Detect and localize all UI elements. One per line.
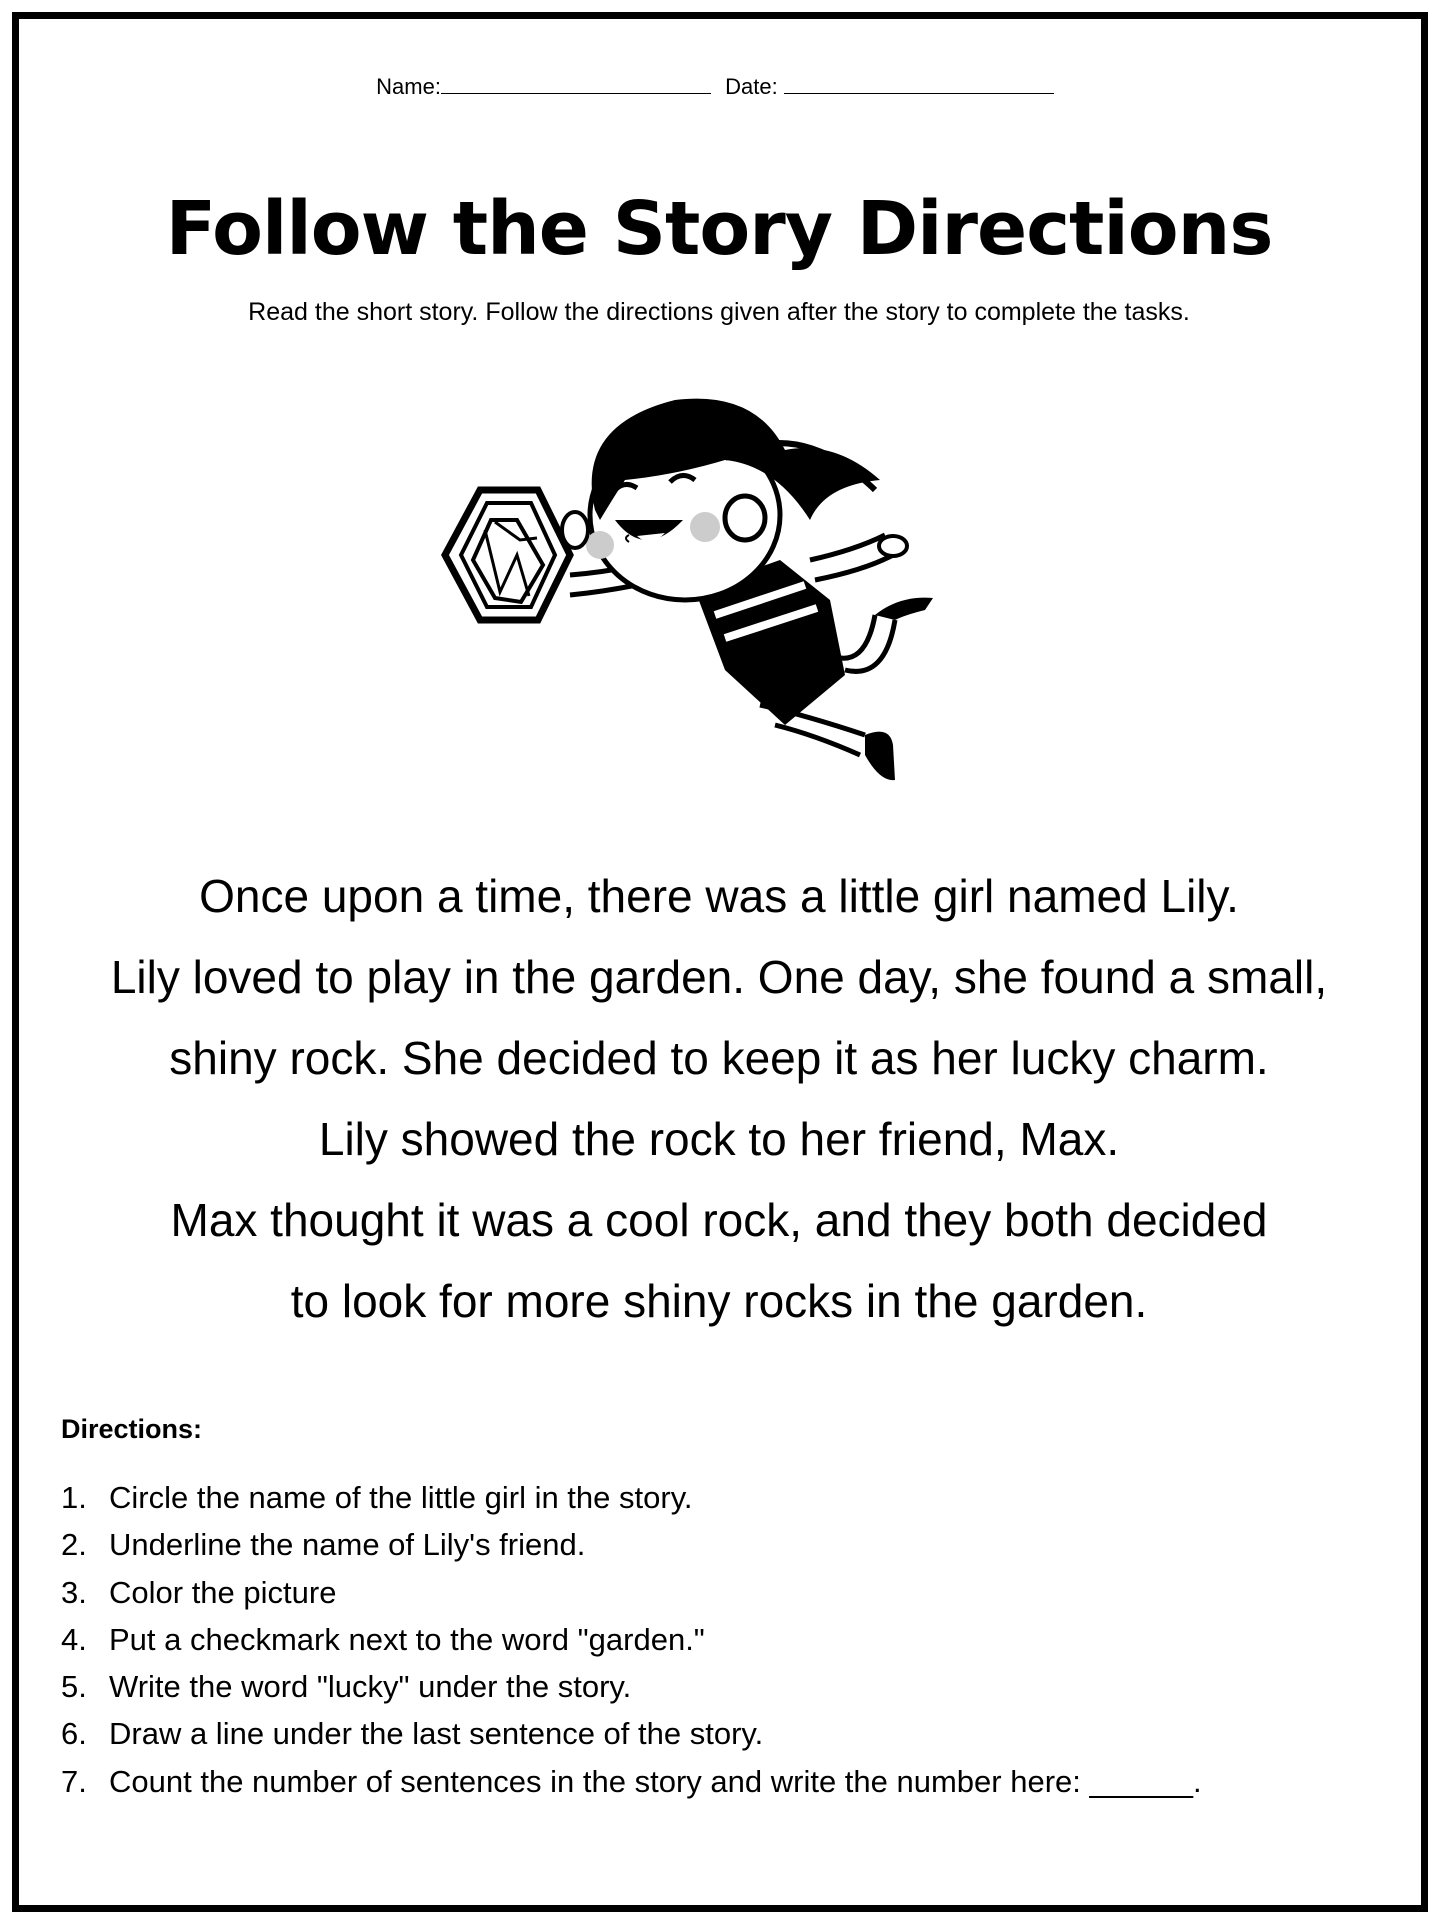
date-label: Date: [725,74,778,99]
story-line: Lily showed the rock to her friend, Max. [318,1113,1120,1165]
direction-item [61,1710,1202,1757]
story-line: to look for more shiny rocks in the garden. [290,1275,1148,1327]
direction-text: Put a checkmark next to the word "garden." [109,1621,705,1657]
direction-item [61,1758,1202,1805]
story-text [0,856,1438,1342]
directions-list [61,1474,1202,1805]
directions-heading: Directions: [61,1414,203,1444]
direction-text: Draw a line under the last sentence of the story. [109,1716,764,1752]
direction-text: Underline the name of Lily's friend. [109,1527,586,1563]
direction-text: Count the number of sentences in the story and write the number here: ______. [109,1763,1202,1799]
name-date-line [0,74,1438,100]
story-line: Once upon a time, there was a little girl named Lily. [199,870,1239,922]
direction-number: 3. [61,1574,87,1610]
page-subtitle: Read the short story. Follow the directions given after the story to complete the tasks. [248,298,1190,326]
direction-item [61,1616,1202,1663]
story-illustration [425,370,1035,790]
direction-text: Write the word "lucky" under the story. [109,1669,632,1705]
story-line: Max thought it was a cool rock, and they both decided [170,1194,1268,1246]
story-line: shiny rock. She decided to keep it as her lucky charm. [169,1032,1269,1084]
direction-text: Circle the name of the little girl in the story. [109,1480,693,1515]
direction-number: 6. [61,1716,87,1752]
girl-icon [562,399,933,781]
direction-number: 7. [61,1763,87,1799]
direction-number: 5. [61,1669,87,1705]
name-field[interactable] [441,75,711,94]
direction-number: 4. [61,1621,87,1657]
direction-number: 2. [61,1527,87,1563]
direction-item [61,1663,1202,1710]
date-field[interactable] [784,75,1054,94]
story-line: Lily loved to play in the garden. One day, she found a small, [110,951,1328,1003]
direction-item [61,1474,1202,1521]
page-title: Follow the Story Directions [165,186,1273,272]
name-label: Name: [376,74,441,99]
direction-text: Color the picture [109,1574,337,1610]
direction-item [61,1521,1202,1568]
direction-number: 1. [61,1480,87,1515]
shiny-rock-icon [445,490,570,620]
direction-item [61,1569,1202,1616]
